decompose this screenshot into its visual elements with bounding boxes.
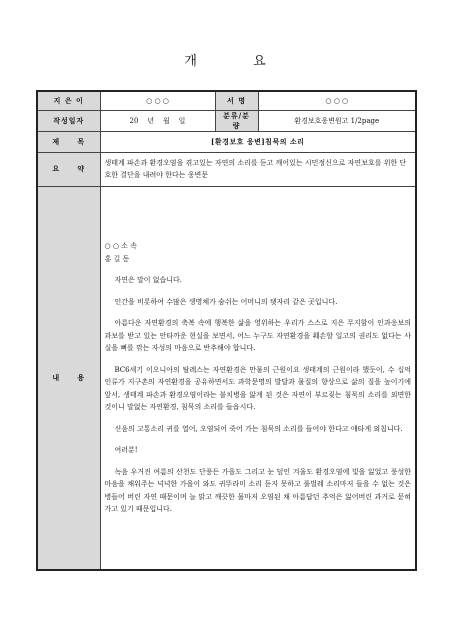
summary-label: 요 약 (37, 152, 100, 186)
subject-value: [환경보호 웅변]침묵의 소리 (100, 131, 416, 152)
speaker-affiliation: ○ ○ 소 속 (104, 242, 137, 250)
date-value: 20 년 월 일 (100, 110, 215, 131)
document-title: 개 요 (184, 54, 292, 69)
signature-value: ○ ○ ○ (258, 91, 416, 110)
summary-row (37, 152, 416, 186)
signature-label: 서 명 (215, 91, 258, 110)
date-label: 작성일자 (37, 110, 100, 131)
date-row (37, 110, 416, 131)
paragraph-6: 여러분! (114, 446, 138, 454)
content-body (100, 186, 416, 570)
paragraph-7: 녹음 우거진 여름의 산천도 단풍든 가을도 그리고 눈 덮인 겨울도 환경오염에 빛을 잃었고 풍성한 마음을 채워주는 넉넉한 가을이 와도 귀뚜라미 소리 듣지 못하고 풀벌레 소리마저 들을 수 없는 것은 병들어 버린 자연 때문이며 늘 맑고 깨끗한 물마저 오염된 채 아름답던 추억은 잃어버린 과거로 묻혀가고 있기 때문입니다. (104, 467, 411, 513)
subject-label: 제 목 (37, 131, 100, 152)
speaker-name: 홍 길 동 (104, 254, 130, 263)
summary-value: 생태계 파손과 환경오염을 겪고있는 자연의 소리를 듣고 깨어있는 시민정신으로 자연보호를 위한 단호한 결단을 내려야 한다는 웅변문 (100, 152, 416, 186)
paragraph-1: 자연은 말이 없습니다. (114, 276, 183, 284)
paragraph-3: 아름다운 자연환경의 축복 속에 행복한 삶을 영위하는 우리가 스스로 지은 무지함이 인과응보의 과보를 받고 있는 안타까운 현실을 보면서, 어느 누구도 자연환경을 훼손할 일고의 권리도 없다는 사실을 뼈를 깎는 자성의 마음으로 반추해야 합니다. (104, 319, 411, 352)
author-value: ○ ○ ○ (100, 91, 215, 110)
content-row (37, 186, 416, 570)
category-value: 환경보호웅변원고 1/2page (258, 110, 416, 131)
author-row (37, 91, 416, 110)
overview-form-table (36, 90, 417, 571)
subject-row (37, 131, 416, 152)
category-label: 분류/분량 (215, 110, 258, 131)
paragraph-4: BC6세기 이오니아의 탈레스는 자연환경은 만물의 근원이요 생태계의 근원이라 했듯이, 수 십억 인류가 지구촌의 자연환경을 공유하면서도 과학문명의 발달과 물질의 향상으로 삶의 질을 높이기에 앞서, 생태계 파손과 환경오염이라는 불치병을 앓게 된 것은 자연이 부르짖는 침묵의 소리를 외면한 것이니 말없는 자연환경, 침묵의 소리를 들읍시다. (104, 365, 411, 411)
author-label: 지 은 이 (37, 91, 100, 110)
paragraph-5: 신음의 고통소리 귀를 열어, 오염되어 죽어 가는 침묵의 소리를 들어야 한다고 애타게 외칩니다. (114, 424, 403, 433)
content-label: 내 용 (37, 186, 100, 570)
paragraph-2: 인간을 비롯하여 수많은 생명체가 숨쉬는 어머니의 탯자리 같은 곳입니다. (114, 297, 338, 306)
